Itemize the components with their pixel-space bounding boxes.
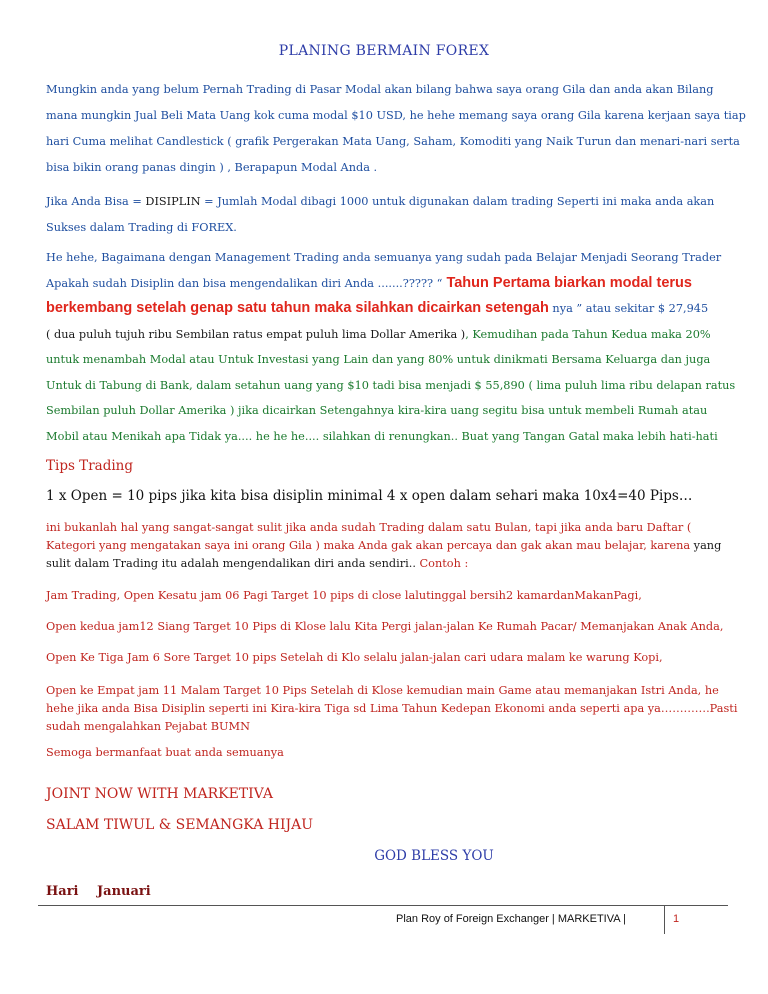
footer-divider — [38, 905, 728, 906]
management-line: He hehe, Bagaimana dengan Management Trading anda semuanya yang sudah pada Belajar Menjadi Seorang Trader — [46, 251, 722, 264]
tips-line: ini bukanlah hal yang sangat-sangat sulit jika anda sudah Trading dalam satu Bulan, tapi jika anda baru Daftar ( — [46, 521, 692, 534]
intro-paragraph — [46, 77, 746, 181]
management-line — [46, 296, 726, 322]
management-line: Untuk di Tabung di Bank, dalam setahun uang yang $10 tadi bisa menjadi $ 55,890 ( lima puluh lima ribu delapan ratus — [46, 378, 736, 392]
discipline-text: = Jumlah Modal dibagi 1000 untuk digunakan dalam trading Seperti ini maka anda akan — [200, 195, 715, 208]
management-text: Apakah sudah Disiplin dan bisa mengendalikan diri Anda .......????? “ — [46, 276, 443, 290]
tips-line — [46, 555, 726, 573]
schedule-open-2: Open kedua jam12 Siang Target 10 Pips di Klose lalu Kita Pergi jalan-jalan Ke Rumah Pacar/ Memanjakan Anak Anda, — [46, 620, 724, 633]
footer-text: Plan Roy of Foreign Exchanger | MARKETIVA | — [396, 913, 626, 925]
management-line: Mobil atau Menikah apa Tidak ya.... he he he.... silahkan di renungkan.. Buat yang Tangan Gatal maka lebih hati-hati — [46, 429, 718, 443]
tips-text: sulit dalam Trading itu adalah mengendalikan diri anda sendiri.. — [46, 557, 416, 570]
god-bless-text: GOD BLESS YOU — [374, 848, 494, 864]
management-text: , Kemudihan pada Tahun Kedua maka 20% — [465, 327, 711, 341]
tips-heading: Tips Trading — [46, 458, 133, 474]
discipline-text: Jika Anda Bisa = — [46, 195, 146, 208]
discipline-paragraph — [46, 189, 726, 241]
salam-banner: SALAM TIWUL & SEMANGKA HIJAU — [46, 817, 314, 833]
tips-text: Contoh : — [415, 557, 469, 570]
management-paragraph — [46, 245, 736, 449]
intro-line: Mungkin anda yang belum Pernah Trading di Pasar Modal akan bilang bahwa saya orang Gila dan anda akan Bilang — [46, 83, 714, 96]
tips-text: Kategori yang mengatakan saya ini orang Gila ) maka Anda gak akan percaya dan gak akan mau belajar, karena — [46, 539, 691, 552]
page-number: 1 — [664, 906, 728, 934]
intro-line: hari Cuma melihat Candlestick ( grafik Pergerakan Mata Uang, Saham, Komoditi yang Naik Turun dan menari-nari serta — [46, 135, 740, 148]
open4-line: sudah mengalahkan Pejabat BUMN — [46, 720, 251, 733]
management-line — [46, 322, 726, 348]
schedule-open-4 — [46, 682, 738, 736]
highlight-text: berkembang setelah genap satu tahun maka silahkan dicairkan setengah — [46, 300, 549, 316]
joint-banner: JOINT NOW WITH MARKETIVA — [46, 786, 273, 802]
schedule-open-1: Jam Trading, Open Kesatu jam 06 Pagi Target 10 pips di close lalutinggal bersih2 kamardanMakanPagi, — [46, 589, 642, 602]
amount-words: ( dua puluh tujuh ribu Sembilan ratus empat puluh lima Dollar Amerika ) — [46, 327, 466, 341]
discipline-keyword: DISIPLIN — [145, 195, 201, 208]
tips-text: yang — [690, 539, 722, 552]
management-text: nya ” atau sekitar $ 27,945 — [548, 302, 709, 315]
highlight-text: Tahun Pertama biarkan modal terus — [442, 274, 692, 291]
date-label: Hari Januari — [46, 884, 151, 899]
open4-line: Open ke Empat jam 11 Malam Target 10 Pips Setelah di Klose kemudian main Game atau memanjakan Istri Anda, he — [46, 684, 719, 697]
tips-paragraph — [46, 519, 726, 573]
schedule-open-3: Open Ke Tiga Jam 6 Sore Target 10 pips Setelah di Klo selalu jalan-jalan cari udara malam ke warung Kopi, — [46, 651, 663, 664]
intro-line: mana mungkin Jual Beli Mata Uang kok cuma modal $10 USD, he hehe memang saya orang Gila karena kerjaan saya tiap — [46, 109, 746, 122]
closing-wish: Semoga bermanfaat buat anda semuanya — [46, 746, 284, 759]
management-line: Sembilan puluh Dollar Amerika ) jika dicairkan Setengahnya kira-kira uang segitu bisa untuk membeli Rumah atau — [46, 404, 708, 417]
discipline-line: Sukses dalam Trading di FOREX. — [46, 221, 237, 234]
discipline-line — [46, 189, 726, 215]
intro-line: bisa bikin orang panas dingin ) , Berapapun Modal Anda . — [46, 161, 378, 174]
open4-line: hehe jika anda Bisa Disiplin seperti ini Kira-kira Tiga sd Lima Tahun Kedepan Ekonomi anda seperti apa ya………….Pasti — [46, 702, 738, 715]
management-line: untuk menambah Modal atau Untuk Investasi yang Lain dan yang 80% untuk dinikmati Bersama Keluarga dan juga — [46, 353, 711, 366]
page-title: PLANING BERMAIN FOREX — [278, 43, 490, 59]
tips-rule: 1 x Open = 10 pips jika kita bisa disiplin minimal 4 x open dalam sehari maka 10x4=40 Pips… — [46, 488, 693, 504]
tips-line — [46, 537, 726, 555]
management-line — [46, 271, 726, 297]
